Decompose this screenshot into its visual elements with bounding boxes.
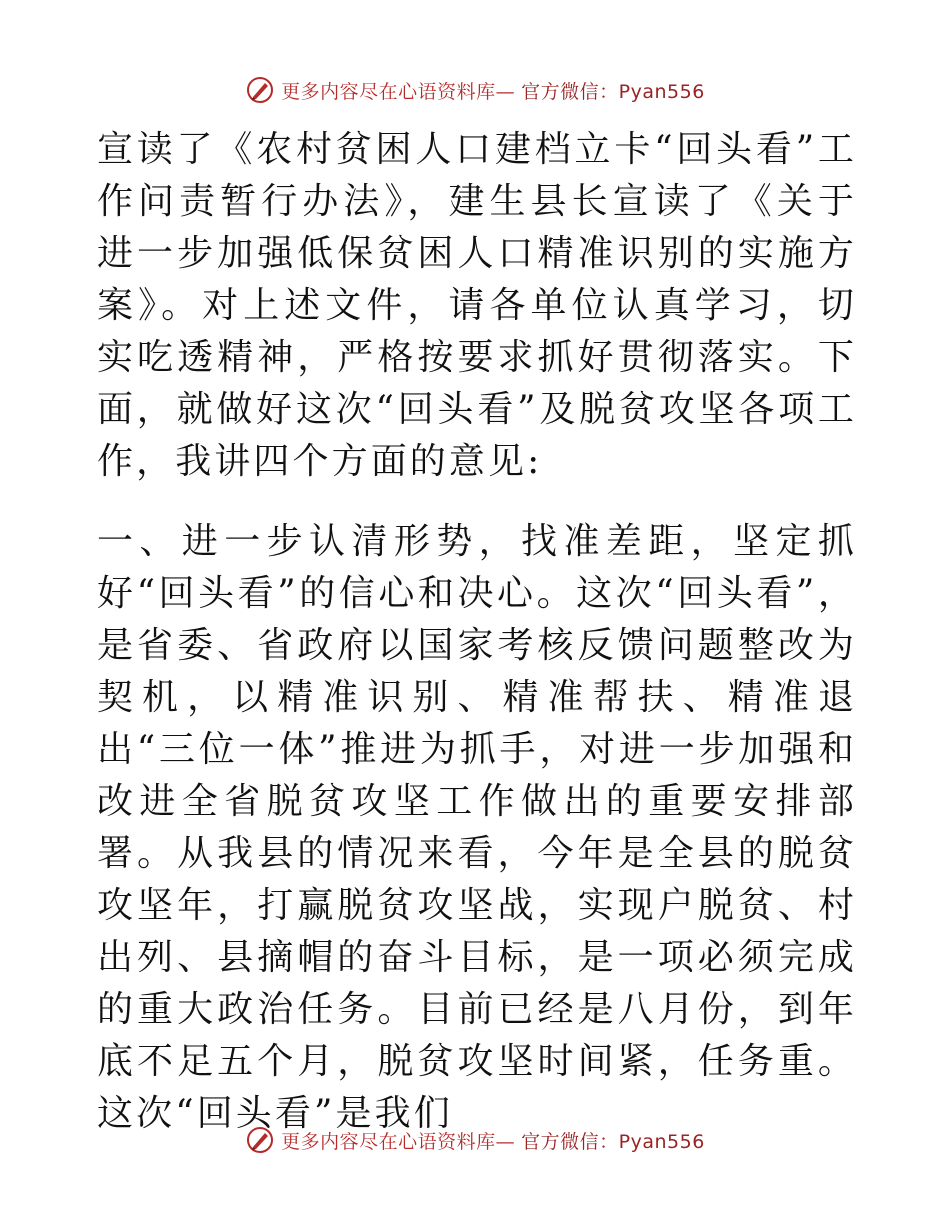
watermark-wechat-text: 官方微信：Pyan556	[521, 1130, 705, 1153]
paragraph-section-one: 一、进一步认清形势，找准差距，坚定抓好“回头看”的信心和决心。这次“回头看”，是省委、省政府以国家考核反馈问题整改为契机，以精准识别、精准帮扶、精准退出“三位一体”推进为抓手，对进一步加强和改进全省脱贫攻坚工作做出的重要安排部署。从我县的情况来看，今年是全县的脱贫攻坚年，打赢脱贫攻坚战，实现户脱贫、村出列、县摘帽的奋斗目标，是一项必须完成的重大政治任务。目前已经是八月份，到年底不足五个月，脱贫攻坚时间紧，任务重。这次“回头看”是我们	[97, 521, 857, 1134]
document-body	[97, 124, 857, 1140]
page-header-watermark	[0, 72, 950, 108]
watermark-wechat-text: 官方微信：Pyan556	[521, 80, 705, 103]
pen-logo-icon	[245, 1125, 275, 1155]
watermark-site-text: 更多内容尽在心语资料库—	[281, 80, 516, 103]
page-footer-watermark	[0, 1122, 950, 1158]
watermark-brand-footer	[245, 1125, 705, 1155]
pen-logo-icon	[245, 75, 275, 105]
watermark-site-text: 更多内容尽在心语资料库—	[281, 1130, 516, 1153]
watermark-brand	[245, 75, 705, 105]
paragraph-intro: 宣读了《农村贫困人口建档立卡“回头看”工作问责暂行办法》，建生县长宣读了《关于进一步加强低保贫困人口精准识别的实施方案》。对上述文件，请各单位认真学习，切实吃透精神，严格按要求抓好贯彻落实。下面，就做好这次“回头看”及脱贫攻坚各项工作，我讲四个方面的意见:	[97, 129, 857, 482]
